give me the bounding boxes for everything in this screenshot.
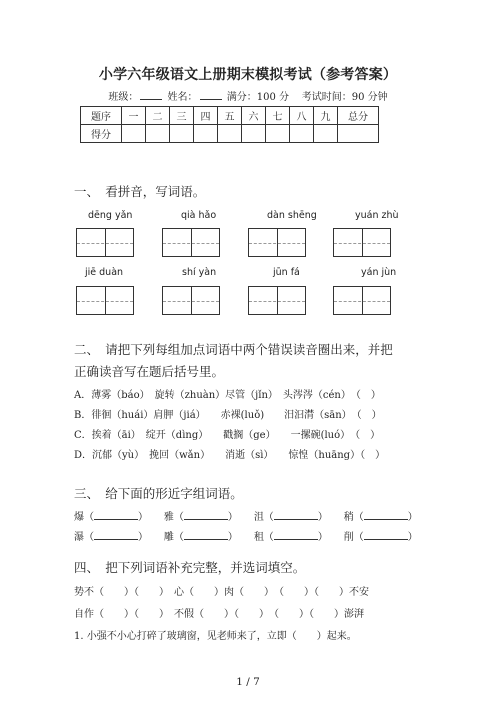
writing-box[interactable] [248, 228, 306, 257]
section-2-heading-line1: 二、 请把下列每组加点词语中两个错误读音圈出来，并把 [74, 342, 393, 357]
char-label: 沮（ [253, 512, 274, 523]
writing-box[interactable] [76, 286, 134, 315]
char-close: ） [227, 532, 238, 543]
score-header-cell: 九 [314, 107, 338, 125]
char-close: ） [227, 512, 238, 523]
score-cell[interactable] [266, 125, 290, 143]
pinyin: yán jùn [361, 267, 397, 278]
score-cell[interactable] [242, 125, 266, 143]
question-line: D．沉郁（yù） 挽回（wǎn） 消逝（sì） 惊惶（huāng）（ ） [74, 450, 386, 461]
score-cell[interactable] [170, 125, 194, 143]
score-header-cell: 五 [218, 107, 242, 125]
score-header-cell: 三 [170, 107, 194, 125]
writing-box[interactable] [162, 228, 220, 257]
char-label: 雕（ [163, 532, 184, 543]
pinyin: dàn shēng [267, 210, 317, 221]
score-header-cell: 六 [242, 107, 266, 125]
idiom-row: 势不（ ）（ ） 心（ ）肉（ ） （ ）（ ）不安 [74, 587, 369, 598]
char-close: ） [407, 532, 418, 543]
answer-blank[interactable] [364, 530, 408, 540]
page-number: 1 / 7 [236, 676, 260, 688]
score-header-cell: 四 [194, 107, 218, 125]
pinyin: qià hǎo [181, 210, 217, 221]
answer-blank[interactable] [274, 510, 318, 520]
score-cell[interactable] [338, 125, 379, 143]
answer-blank[interactable] [94, 530, 138, 540]
section-4-heading: 四、 把下列词语补充完整，并选词填空。 [74, 560, 306, 575]
score-header-cell: 一 [122, 107, 146, 125]
writing-box[interactable] [162, 286, 220, 315]
fill-question: 1. 小强不小心打碎了玻璃窗，见老师来了，立即（ ）起来。 [74, 631, 357, 642]
pinyin: jūn fá [273, 267, 300, 278]
char-close: ） [317, 532, 328, 543]
exam-info [0, 88, 496, 103]
section-3-heading: 三、 给下面的形近字组词语。 [74, 486, 243, 501]
char-row [74, 508, 418, 523]
full-score: 满分：100 分 [226, 92, 289, 103]
char-label: 瀑（ [74, 532, 94, 543]
char-label: 雅（ [163, 512, 184, 523]
score-header-cell: 二 [146, 107, 170, 125]
char-label: 稍（ [343, 512, 364, 523]
score-cell[interactable] [290, 125, 314, 143]
char-close: ） [317, 512, 328, 523]
page-title: 小学六年级语文上册期末模拟考试（参考答案） [98, 67, 398, 83]
score-table [80, 106, 379, 143]
pinyin: yuán zhù [355, 210, 399, 221]
score-header-cell: 七 [266, 107, 290, 125]
char-close: ） [407, 512, 418, 523]
score-cell[interactable] [194, 125, 218, 143]
answer-blank[interactable] [274, 530, 318, 540]
answer-blank[interactable] [184, 530, 228, 540]
score-header-cell: 题序 [81, 107, 122, 125]
pinyin: shí yàn [182, 267, 217, 278]
answer-blank[interactable] [364, 510, 408, 520]
exam-time: 考试时间：90 分钟 [301, 92, 388, 103]
idiom-row: 自作（ ）（ ） 不假（ ）（ ） （ ）（ ）澎湃 [74, 609, 364, 620]
score-cell[interactable] [218, 125, 242, 143]
writing-box[interactable] [76, 228, 134, 257]
answer-blank[interactable] [94, 510, 138, 520]
question-line: C．挨着（āi） 绽开（dìng） 戳搁（ge） 一摞碗(luó） （ ） [74, 430, 381, 441]
score-cell[interactable] [146, 125, 170, 143]
char-close: ） [138, 532, 148, 543]
char-close: ） [138, 512, 148, 523]
score-header-cell: 总分 [338, 107, 379, 125]
char-row [74, 528, 418, 543]
answer-blank[interactable] [184, 510, 228, 520]
char-label: 租（ [253, 532, 274, 543]
score-header-cell: 八 [290, 107, 314, 125]
name-label: 姓名： [167, 92, 198, 103]
pinyin: dēng yǎn [88, 210, 133, 221]
writing-box[interactable] [333, 228, 391, 257]
score-row [81, 125, 379, 143]
section-1-heading: 一、 看拼音，写词语。 [74, 184, 206, 199]
writing-box[interactable] [333, 286, 391, 315]
question-line: A．薄雾（báo） 旋转（zhuàn）尽管（jǐn） 头涔涔（cén） （ ） [74, 390, 381, 401]
score-cell[interactable] [314, 125, 338, 143]
class-label: 班级： [108, 92, 139, 103]
section-2-heading-line2: 正确读音写在题后括号里。 [74, 364, 225, 379]
char-label: 爆（ [74, 512, 94, 523]
class-blank[interactable] [140, 90, 162, 100]
score-cell[interactable] [122, 125, 146, 143]
question-line: B．徘徊（huái）肩胛（jiá） 赤裸(luǒ) 汨汩潸（sān） （ ） [74, 410, 382, 421]
writing-box[interactable] [248, 286, 306, 315]
char-label: 削（ [343, 532, 364, 543]
score-row-label: 得分 [81, 125, 122, 143]
score-header-row [81, 107, 379, 125]
name-blank[interactable] [200, 90, 222, 100]
pinyin: jiē duàn [85, 267, 124, 278]
